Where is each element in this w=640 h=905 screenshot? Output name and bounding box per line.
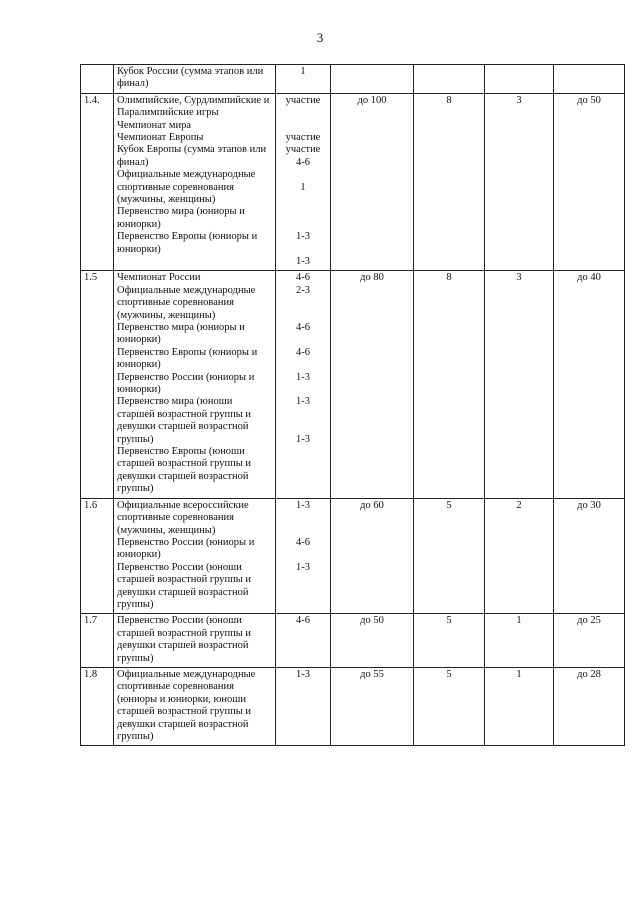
place-value: участие — [285, 144, 321, 156]
place-value: 1-3 — [296, 499, 310, 511]
competition-name: Чемпионат Европы — [117, 132, 204, 144]
column-4-cell-value: до 25 — [577, 615, 601, 627]
column-4-cell-value: до 40 — [577, 272, 601, 284]
place-cell — [276, 65, 331, 94]
place-value: 4-6 — [296, 615, 310, 627]
row-number-cell — [81, 93, 114, 271]
place-value: участие — [285, 132, 321, 143]
column-4-cell — [554, 667, 625, 745]
place-value — [279, 107, 327, 119]
place-cell — [276, 271, 331, 498]
column-1-cell — [331, 498, 414, 614]
place-value: 4-6 — [296, 272, 310, 284]
column-4-cell-value: до 30 — [577, 499, 601, 511]
row-number: 1.5 — [84, 272, 98, 284]
place-value — [279, 512, 327, 524]
competition-name: Олимпийские, Сурдлимпийские и Паралимпийские игры — [117, 94, 270, 119]
competition-cell — [114, 271, 276, 498]
competition-name: Первенство Европы (юниоры и юниорки) — [117, 346, 258, 371]
competition-name: Чемпионат России — [117, 272, 201, 284]
place-value: 4-6 — [296, 321, 310, 333]
place-value — [279, 409, 327, 421]
competition-name: Первенство мира (юниоры и юниорки) — [117, 206, 245, 230]
competition-cell — [114, 498, 276, 614]
column-2-cell-value: 5 — [446, 499, 452, 511]
place-value: 1-3 — [296, 668, 310, 680]
place-value — [279, 297, 327, 309]
competition-name: Первенство мира (юниоры и юниорки) — [117, 322, 245, 346]
place-value — [279, 244, 327, 256]
column-2-cell — [414, 614, 485, 668]
column-3-cell — [485, 498, 554, 614]
table-row — [81, 93, 625, 271]
column-1-cell-value: до 55 — [360, 668, 384, 680]
column-1-cell-value: до 60 — [360, 499, 384, 511]
row-number: 1.7 — [84, 615, 98, 627]
column-3-cell — [485, 271, 554, 498]
competition-name: Первенство России (юниоры и юниорки) — [117, 371, 255, 396]
page-number: 3 — [316, 30, 324, 45]
competition-name: Чемпионат мира — [117, 119, 192, 131]
place-value: 4-6 — [296, 156, 310, 168]
column-3-cell-value: 1 — [516, 668, 522, 680]
place-value — [279, 359, 327, 371]
column-1-cell — [331, 667, 414, 745]
competition-name: Первенство мира (юноши старшей возрастной группы и девушки старшей возрастной группы) — [117, 396, 252, 445]
place-value: 4-6 — [296, 346, 310, 358]
competition-cell — [114, 93, 276, 271]
place-value — [279, 421, 327, 433]
competition-name: Кубок России (сумма этапов или финал) — [117, 66, 264, 90]
competition-cell — [114, 667, 276, 745]
row-number-cell — [81, 614, 114, 668]
competition-cell — [114, 65, 276, 94]
column-4-cell-value: до 50 — [577, 94, 601, 106]
column-1-cell — [331, 271, 414, 498]
competition-name: Официальные международные спортивные соревнования (юниоры и юниорки, юноши старшей возрастной группы и девушки старшей возрастной группы) — [117, 668, 256, 743]
column-1-cell-value: до 80 — [360, 272, 384, 284]
column-3-cell-value: 3 — [516, 94, 522, 106]
column-3-cell-value: 2 — [516, 499, 522, 511]
column-2-cell-value: 5 — [446, 615, 452, 627]
table-row — [81, 498, 625, 614]
competition-name: Официальные международные спортивные соревнования (мужчины, женщины) — [117, 169, 256, 206]
row-number: 1.8 — [84, 668, 98, 680]
table-row — [81, 271, 625, 498]
column-2-cell — [414, 667, 485, 745]
row-number: 1.6 — [84, 499, 98, 511]
column-2-cell — [414, 65, 485, 94]
place-value: 1-3 — [296, 433, 310, 445]
place-value: 4-6 — [296, 536, 310, 548]
column-4-cell — [554, 93, 625, 271]
place-value: 1-3 — [296, 396, 310, 408]
table-row — [81, 667, 625, 745]
place-value: 1-3 — [296, 371, 310, 383]
column-4-cell — [554, 271, 625, 498]
column-2-cell-value: 8 — [446, 272, 452, 284]
place-value — [279, 219, 327, 231]
column-2-cell — [414, 271, 485, 498]
column-1-cell — [331, 65, 414, 94]
competition-name: Кубок Европы (сумма этапов или финал) — [117, 144, 267, 168]
row-number-cell — [81, 271, 114, 498]
competition-name: Первенство России (юноши старшей возрастной группы и девушки старшей возрастной группы) — [117, 561, 252, 610]
column-2-cell-value: 8 — [446, 94, 452, 106]
place-value — [279, 310, 327, 322]
competition-name: Официальные всероссийские спортивные соревнования (мужчины, женщины) — [117, 499, 249, 536]
column-4-cell — [554, 498, 625, 614]
place-cell — [276, 93, 331, 271]
column-2-cell-value: 5 — [446, 668, 452, 680]
table-row — [81, 614, 625, 668]
place-cell — [276, 498, 331, 614]
place-value: участие — [285, 94, 321, 106]
column-1-cell — [331, 93, 414, 271]
column-3-cell-value: 3 — [516, 272, 522, 284]
column-4-cell — [554, 65, 625, 94]
column-3-cell — [485, 614, 554, 668]
place-cell — [276, 667, 331, 745]
row-number-cell — [81, 498, 114, 614]
place-cell — [276, 614, 331, 668]
place-value: 2-3 — [296, 284, 310, 296]
row-number-cell — [81, 65, 114, 94]
place-value — [279, 384, 327, 396]
place-value — [279, 169, 327, 181]
column-3-cell — [485, 65, 554, 94]
column-1-cell-value: до 100 — [357, 94, 387, 106]
column-1-cell-value: до 50 — [360, 615, 384, 627]
place-value — [279, 206, 327, 218]
competition-name: Первенство России (юноши старшей возрастной группы и девушки старшей возрастной группы) — [117, 615, 252, 664]
place-value — [279, 549, 327, 561]
place-value — [279, 525, 327, 537]
standards-table — [80, 64, 625, 746]
competition-name: Официальные международные спортивные соревнования (мужчины, женщины) — [117, 284, 256, 321]
place-value: 1-3 — [296, 231, 310, 243]
column-3-cell — [485, 93, 554, 271]
table-body — [81, 65, 625, 746]
place-value: 1-3 — [296, 561, 310, 573]
row-number: 1.4. — [84, 94, 100, 106]
competition-cell — [114, 614, 276, 668]
competition-name: Первенство Европы (юниоры и юниорки) — [117, 231, 258, 255]
column-2-cell — [414, 93, 485, 271]
place-value: 1 — [300, 181, 306, 193]
place-value: 1 — [300, 66, 306, 77]
column-1-cell — [331, 614, 414, 668]
table-row — [81, 65, 625, 94]
place-value: 1-3 — [296, 255, 310, 267]
row-number-cell — [81, 667, 114, 745]
place-value — [279, 120, 327, 132]
column-4-cell — [554, 614, 625, 668]
column-2-cell — [414, 498, 485, 614]
place-value — [279, 194, 327, 206]
competition-name: Первенство России (юниоры и юниорки) — [117, 536, 255, 561]
column-3-cell — [485, 667, 554, 745]
place-value — [279, 334, 327, 346]
column-4-cell-value: до 28 — [577, 668, 601, 680]
competition-name: Первенство Европы (юноши старшей возрастной группы и девушки старшей возрастной группы) — [117, 446, 252, 495]
column-3-cell-value: 1 — [516, 615, 522, 627]
